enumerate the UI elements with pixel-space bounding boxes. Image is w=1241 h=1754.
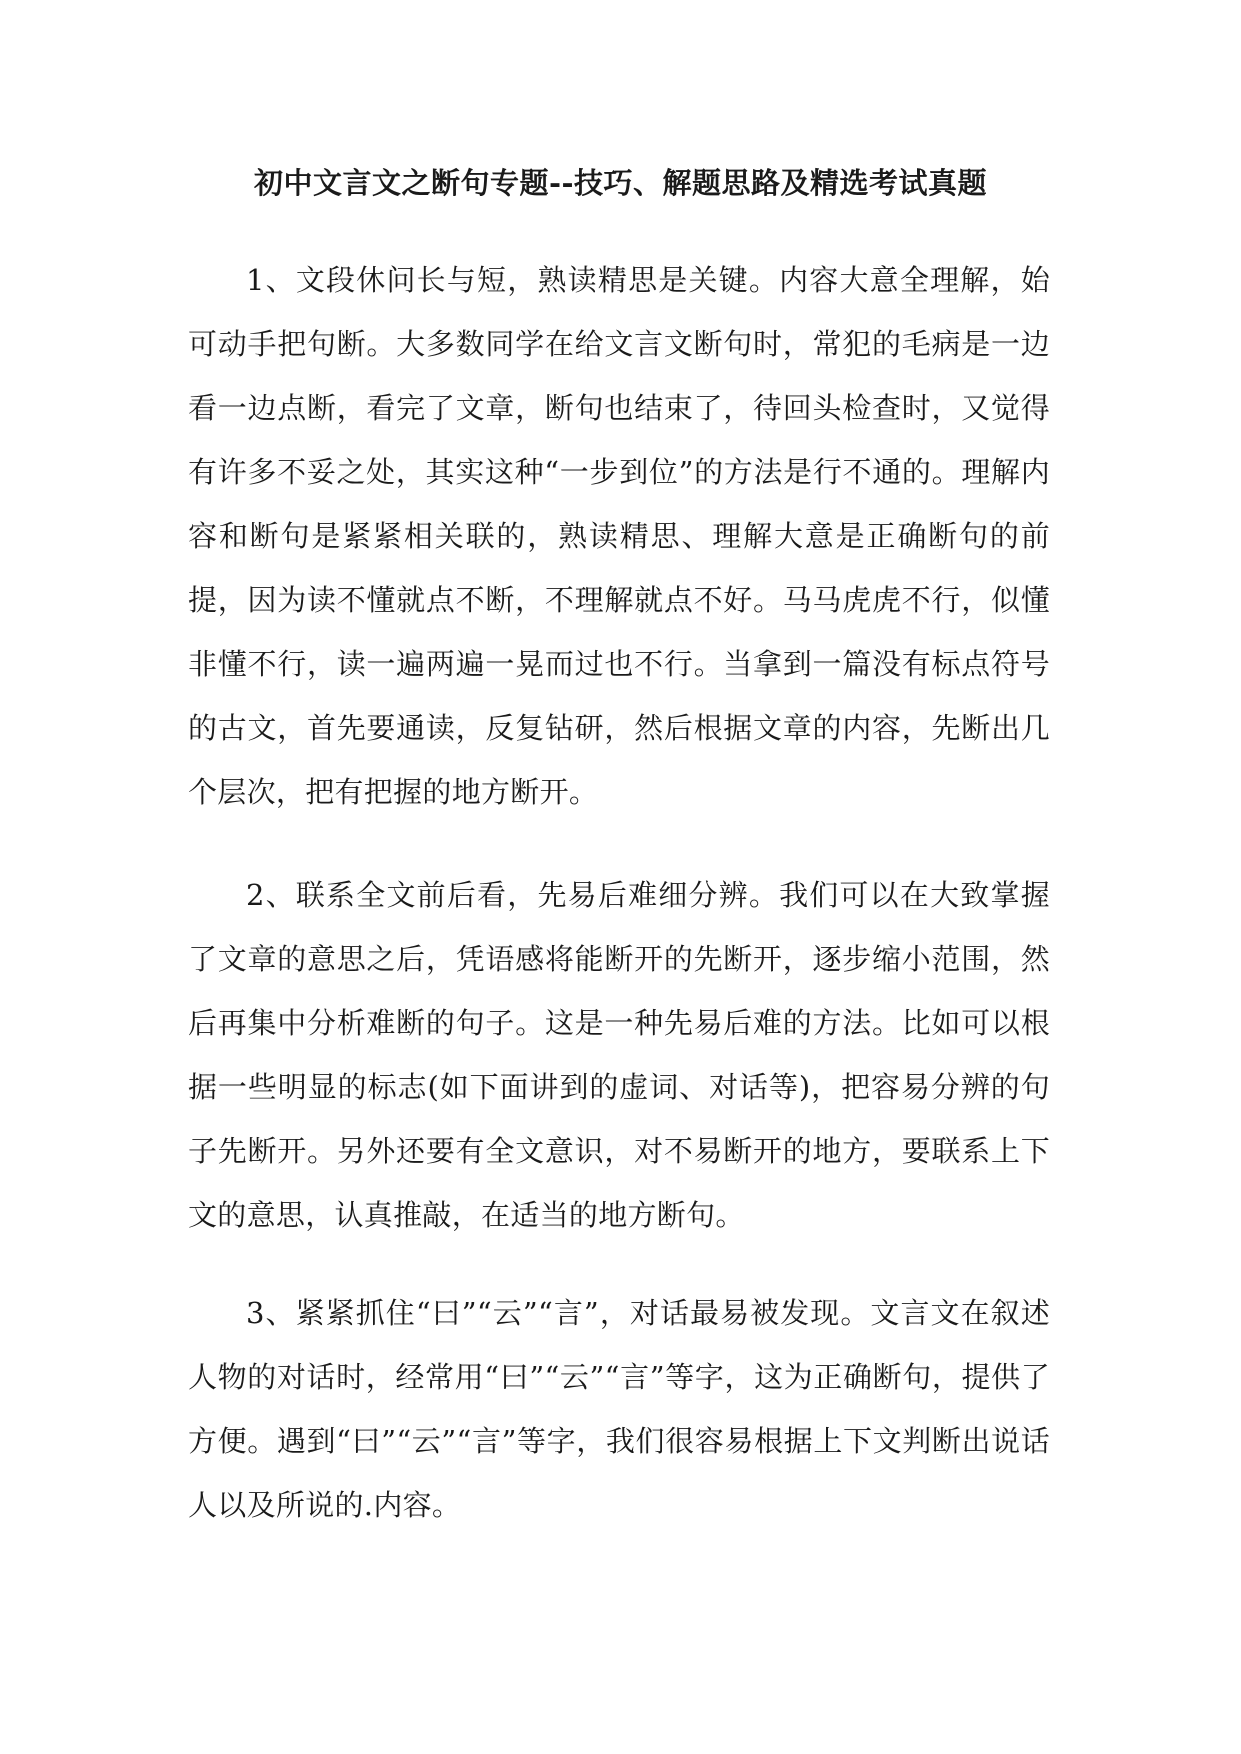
paragraph-2: 2、联系全文前后看，先易后难细分辨。我们可以在大致掌握了文章的意思之后，凭语感将能断开的先断开，逐步缩小范围，然后再集中分析难断的句子。这是一种先易后难的方法。比如可以根据一些明显的标志(如下面讲到的虚词、对话等)，把容易分辨的句子先断开。另外还要有全文意识，对不易断开的地方，要联系上下文的意思，认真推敲，在适当的地方断句。 [188,878,1050,1232]
document-title: 初中文言文之断句专题--技巧、解题思路及精选考试真题 [253,166,988,200]
paragraph-1: 1、文段休问长与短，熟读精思是关键。内容大意全理解，始可动手把句断。大多数同学在给文言文断句时，常犯的毛病是一边看一边点断，看完了文章，断句也结束了，待回头检查时，又觉得有许多不妥之处，其实这种“一步到位”的方法是行不通的。理解内容和断句是紧紧相关联的，熟读精思、理解大意是正确断句的前提，因为读不懂就点不断，不理解就点不好。马马虎虎不行，似懂非懂不行，读一遍两遍一晃而过也不行。当拿到一篇没有标点符号的古文，首先要通读，反复钻研，然后根据文章的内容，先断出几个层次，把有把握的地方断开。 [188,263,1050,809]
paragraph-3: 3、紧紧抓住“曰”“云”“言”，对话最易被发现。文言文在叙述人物的对话时，经常用“曰”“云”“言”等字，这为正确断句，提供了方便。遇到“曰”“云”“言”等字，我们很容易根据上下文判断出说话人以及所说的.内容。 [188,1296,1050,1522]
